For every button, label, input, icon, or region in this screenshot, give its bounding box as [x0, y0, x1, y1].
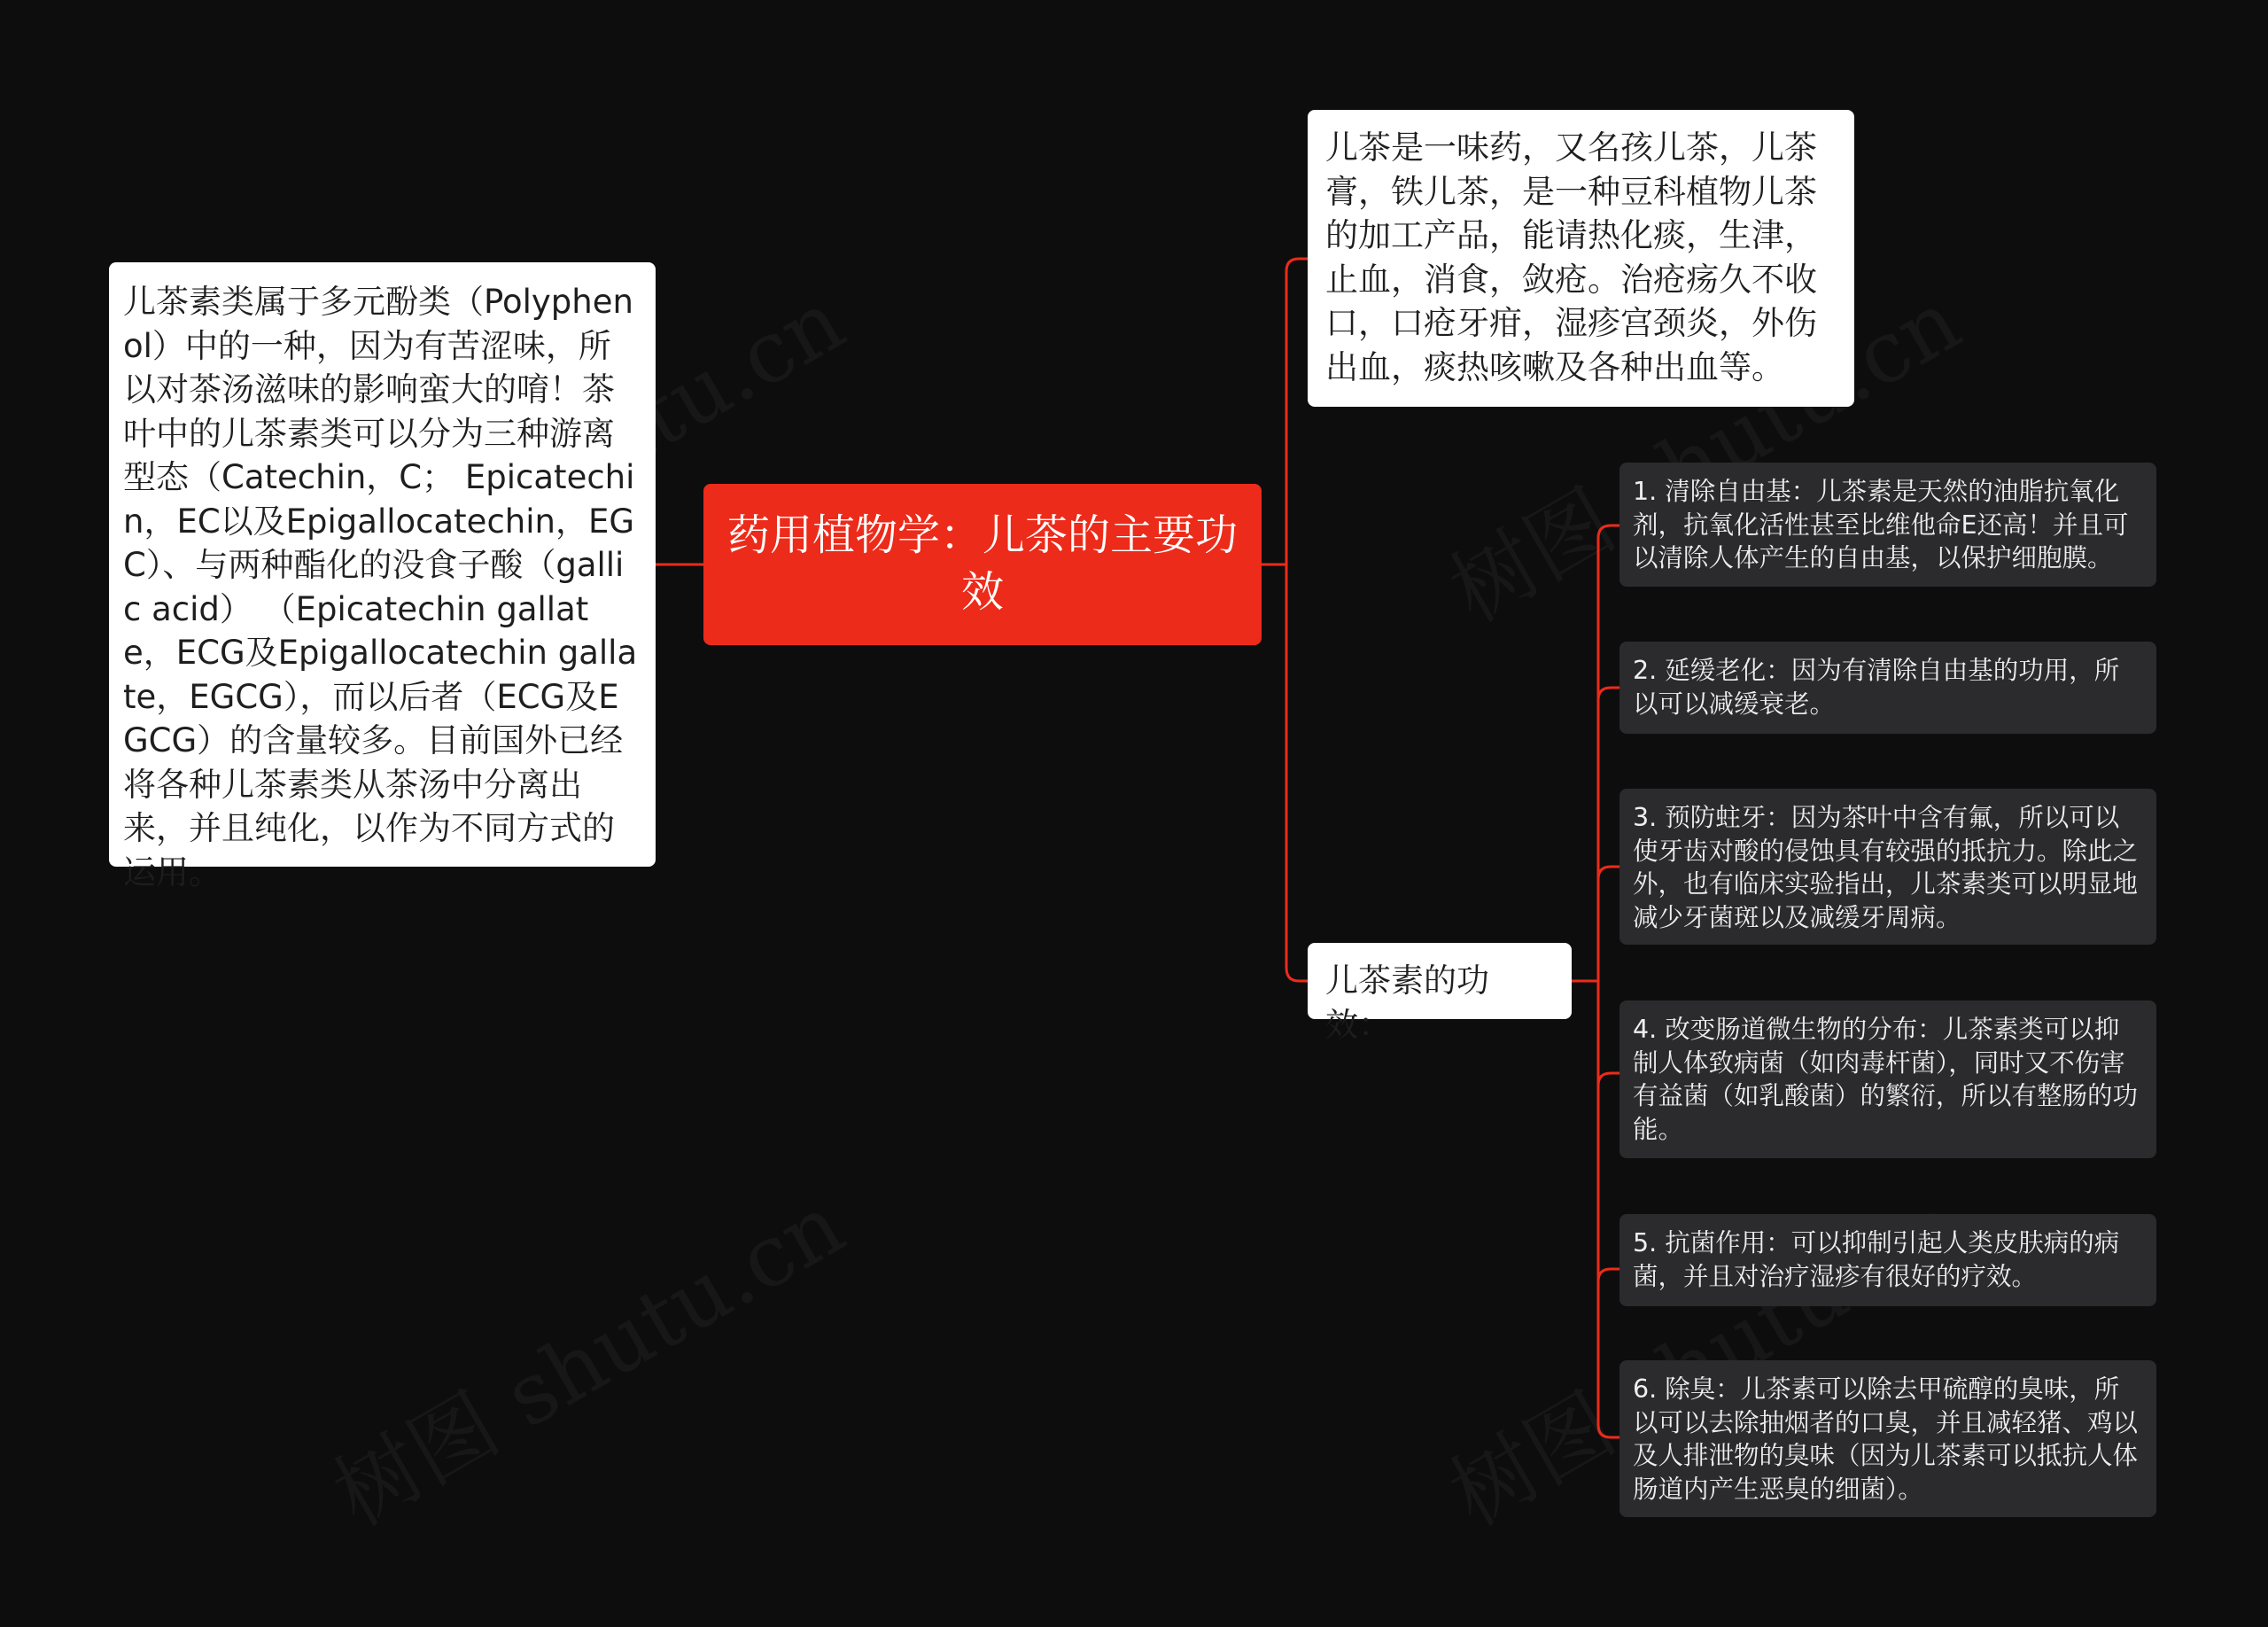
right-note-catechu-description[interactable]: 儿茶是一味药，又名孩儿茶，儿茶膏，铁儿茶，是一种豆科植物儿茶的加工产品，能请热化痰，生津，止血，消食，敛疮。治疮疡久不收口，口疮牙疳，湿疹宫颈炎，外伤出血，痰热咳嗽及各种出血等。: [1308, 110, 1854, 407]
connector-effects: [1286, 968, 1308, 981]
effect-item-3[interactable]: 3. 预防蛀牙：因为茶叶中含有氟，所以可以使牙齿对酸的侵蚀具有较强的抵抗力。除此之外，也有临床实验指出，儿茶素类可以明显地减少牙菌斑以及减缓牙周病。: [1619, 789, 2156, 945]
effects-topic[interactable]: 儿茶素的功效：: [1308, 943, 1572, 1019]
connector-item-1: [1598, 525, 1619, 538]
effect-item-2[interactable]: 2. 延缓老化：因为有清除自由基的功用，所以可以减缓衰老。: [1619, 642, 2156, 734]
connector-item-5: [1598, 1269, 1619, 1281]
effect-item-6[interactable]: 6. 除臭：儿茶素可以除去甲硫醇的臭味，所以可以去除抽烟者的口臭，并且减轻猪、鸡以及人排泄物的臭味（因为儿茶素可以抵抗人体肠道内产生恶臭的细菌）。: [1619, 1360, 2156, 1517]
effect-item-5[interactable]: 5. 抗菌作用：可以抑制引起人类皮肤病的病菌，并且对治疗湿疹有很好的疗效。: [1619, 1214, 2156, 1306]
left-note-catechin-types[interactable]: 儿茶素类属于多元酚类（Polyphenol）中的一种，因为有苦涩味，所以对茶汤滋味的影响蛮大的唷！茶叶中的儿茶素类可以分为三种游离型态（Catechin，C； Epicatechin，EC以及Epigallocatechin，EGC）、与两种酯化的没食子酸（gallic acid） （Epicatechin gallate，ECG及Epigallocatechin gallate，EGCG），而以后者（ECG及EGCG）的含量较多。目前国外已经将各种儿茶素类从茶汤中分离出来，并且纯化，以作为不同方式的运用。: [109, 262, 656, 867]
connector-item-2: [1598, 688, 1619, 700]
effect-item-4[interactable]: 4. 改变肠道微生物的分布：儿茶素类可以抑制人体致病菌（如肉毒杆菌），同时又不伤害有益菌（如乳酸菌）的繁衍，所以有整肠的功能。: [1619, 1000, 2156, 1158]
connector-item-6: [1598, 1425, 1619, 1437]
connector-right-note: [1286, 259, 1308, 271]
root-topic[interactable]: 药用植物学：儿茶的主要功效: [703, 484, 1262, 645]
effect-item-1[interactable]: 1. 清除自由基：儿茶素是天然的油脂抗氧化剂，抗氧化活性甚至比维他命E还高！并且可以清除人体产生的自由基，以保护细胞膜。: [1619, 463, 2156, 587]
connector-item-4: [1598, 1073, 1619, 1086]
connector-item-3: [1598, 867, 1619, 879]
